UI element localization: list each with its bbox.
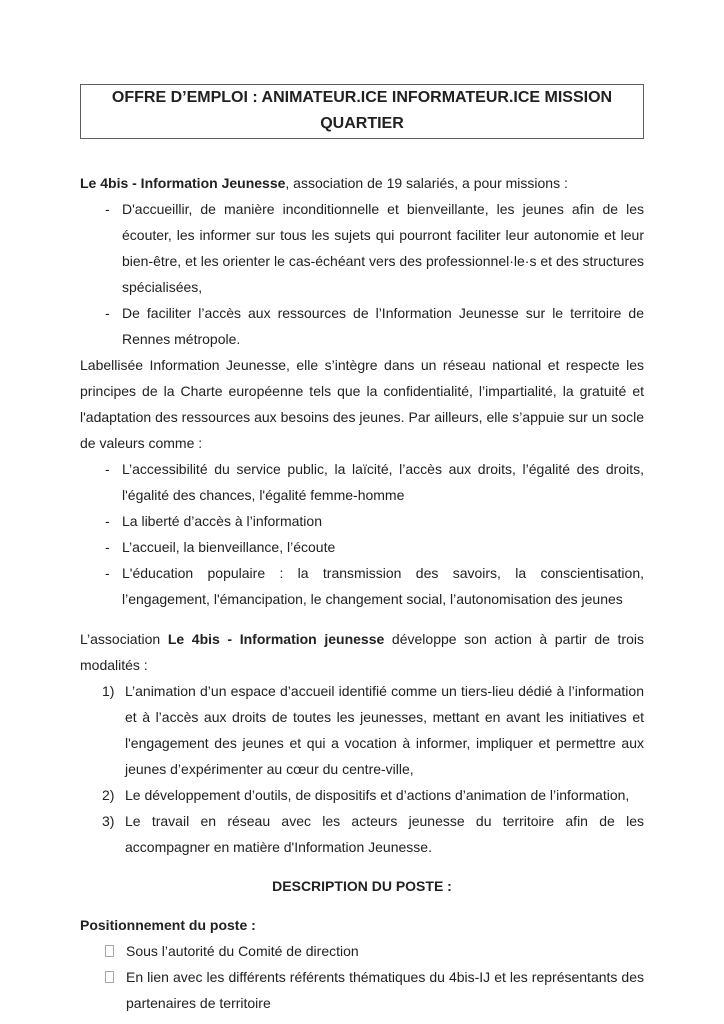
list-item-text: La liberté d’accès à l’information — [122, 513, 322, 529]
modalities-list — [80, 678, 644, 860]
list-item-text: L’accueil, la bienveillance, l’écoute — [122, 539, 336, 555]
missing-glyph-box-icon — [105, 971, 114, 983]
title-box — [80, 84, 644, 139]
list-item — [80, 534, 644, 560]
dash-bullet: - — [105, 513, 110, 529]
positioning-list — [80, 938, 644, 1016]
list-item-text: D'accueillir, de manière inconditionnelle et bienveillante, les jeunes afin de les écouter, les informer sur tous les sujets qui pourront faciliter leur autonomie et leur bien-être, et les orienter le cas-échéant vers des professionnel·le·s et des structures spécialisées, — [122, 201, 644, 295]
list-item-text: Le développement d’outils, de dispositifs et d’actions d’animation de l’information, — [125, 787, 630, 803]
number-marker: 1) — [102, 683, 115, 699]
list-item — [80, 560, 644, 612]
description-section-heading: DESCRIPTION DU POSTE : — [272, 878, 452, 894]
list-item — [80, 964, 644, 1016]
association-paragraph — [80, 626, 644, 678]
list-item-text: L'éducation populaire : la transmission des savoirs, la conscientisation, l’engagement, l'émancipation, le changement social, l’autonomisation des jeunes — [122, 565, 644, 607]
number-marker: 3) — [102, 813, 115, 829]
list-item — [80, 196, 644, 300]
list-item — [80, 300, 644, 352]
list-item — [80, 782, 644, 808]
list-item-text: De faciliter l’accès aux ressources de l’Information Jeunesse sur le territoire de Rennes métropole. — [122, 305, 644, 347]
list-item-text: Sous l’autorité du Comité de direction — [126, 943, 359, 959]
dash-bullet: - — [105, 461, 110, 477]
dash-bullet: - — [105, 201, 110, 217]
list-item-text: Le travail en réseau avec les acteurs jeunesse du territoire afin de les accompagner en matière d'Information Jeunesse. — [125, 813, 644, 855]
document-title-line1: OFFRE D’EMPLOI : ANIMATEUR.ICE INFORMATEUR.ICE MISSION — [111, 89, 613, 106]
square-bullet-marker — [105, 964, 126, 1016]
positioning-heading: Positionnement du poste : — [80, 917, 256, 933]
association-post-text: développe son action à partir de trois modalités : — [80, 631, 644, 673]
number-marker: 2) — [102, 787, 115, 803]
list-item — [80, 456, 644, 508]
intro-paragraph — [80, 170, 644, 196]
dash-bullet: - — [105, 565, 110, 581]
list-item-text: L’animation d’un espace d’accueil identifié comme un tiers-lieu dédié à l’information et à l’accès aux droits de toutes les jeunesses, mettant en avant les initiatives et l'engagement des jeunes et qui a vocation à informer, impliquer et permettre aux jeunes d’expérimenter au cœur du centre-ville, — [125, 683, 644, 777]
values-list — [80, 456, 644, 612]
missing-glyph-box-icon — [105, 945, 114, 957]
dash-bullet: - — [105, 305, 110, 321]
list-item — [80, 678, 644, 782]
document-title-line2: QUARTIER — [320, 115, 404, 132]
missions-list — [80, 196, 644, 352]
list-item-text: L’accessibilité du service public, la laïcité, l’accès aux droits, l’égalité des droits, l'égalité des chances, l'égalité femme-homme — [122, 461, 644, 503]
intro-association-name: Le 4bis - Information Jeunesse — [80, 175, 286, 191]
association-name: Le 4bis - Information jeunesse — [167, 631, 385, 647]
dash-bullet: - — [105, 539, 110, 555]
list-item — [80, 938, 644, 964]
list-item — [80, 808, 644, 860]
list-item-text: En lien avec les différents référents thématiques du 4bis-IJ et les représentants des partenaires de territoire — [126, 969, 644, 1011]
association-pre-text: L’association — [80, 631, 168, 647]
charter-paragraph: Labellisée Information Jeunesse, elle s’intègre dans un réseau national et respecte les principes de la Charte européenne tels que la confidentialité, l’impartialité, la gratuité et l'adaptation des ressources aux besoins des jeunes. Par ailleurs, elle s’appuie sur un socle de valeurs comme : — [80, 357, 644, 451]
intro-rest-text: , association de 19 salariés, a pour missions : — [285, 175, 568, 191]
list-item — [80, 508, 644, 534]
square-bullet-marker — [105, 938, 126, 964]
